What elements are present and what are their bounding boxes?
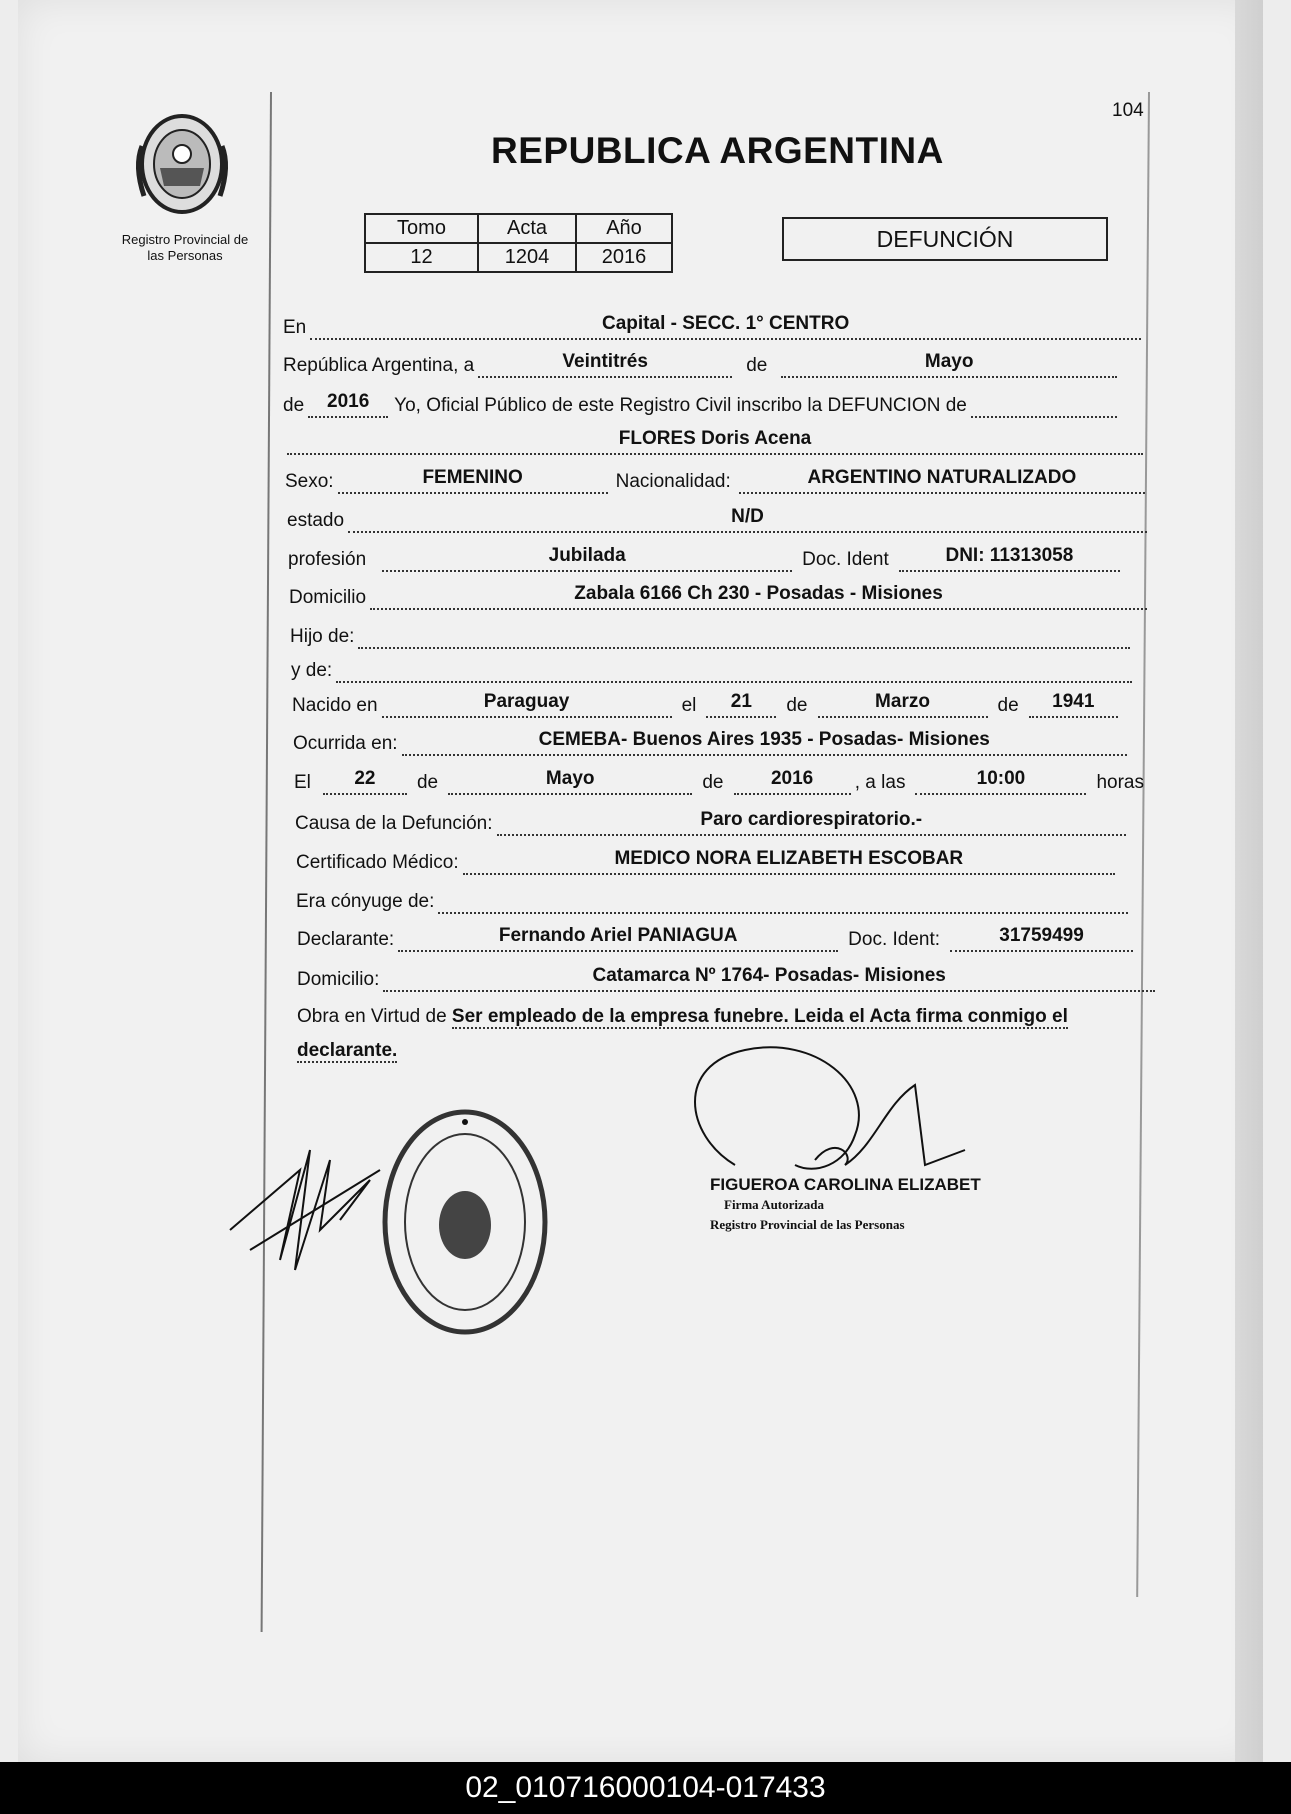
doc-ident-value: DNI: 11313058	[899, 545, 1120, 572]
nacionalidad-value: ARGENTINO NATURALIZADO	[739, 467, 1145, 494]
nacido-value: Paraguay	[382, 691, 672, 718]
row-en	[283, 312, 1145, 340]
nacionalidad-label: Nacionalidad:	[615, 471, 731, 492]
row-hijo	[290, 621, 1134, 649]
document-title: REPUBLICA ARGENTINA	[491, 130, 944, 171]
authorized-signature-icon	[675, 1025, 995, 1195]
horas-label: horas	[1096, 772, 1144, 793]
row-certificado	[296, 847, 1119, 875]
authorized-role: Firma Autorizada	[724, 1197, 825, 1212]
row-ano	[283, 390, 1121, 418]
acta-value: 1204	[478, 243, 576, 272]
conyuge-value	[438, 909, 1128, 914]
acta-header: Acta	[478, 214, 576, 243]
year-value: 2016	[308, 391, 388, 418]
row-fecha	[283, 350, 1121, 378]
row-sexo	[285, 466, 1149, 494]
row-domicilio	[289, 582, 1151, 610]
registry-line-2: las Personas	[147, 248, 223, 263]
row-name	[283, 427, 1147, 455]
footer-code: 02_010716000104-017433	[0, 1762, 1291, 1814]
birth-day-value: 21	[706, 691, 776, 718]
death-day-value: 22	[323, 768, 407, 795]
el-2-label: El	[294, 772, 311, 793]
declarante-label: Declarante:	[297, 929, 395, 950]
doc-ident-2-value: 31759499	[950, 925, 1133, 952]
registry-line-1: Registro Provincial de	[121, 232, 249, 247]
de-4-label: de	[997, 695, 1019, 716]
row-profesion	[288, 544, 1124, 572]
y-de-label: y de:	[291, 660, 333, 681]
de-1-label: de	[746, 355, 768, 376]
domicilio-2-value: Catamarca Nº 1764- Posadas- Misiones	[383, 965, 1155, 992]
row-estado	[287, 505, 1151, 533]
ocurrida-label: Ocurrida en:	[293, 733, 398, 754]
domicilio-value: Zabala 6166 Ch 230 - Posadas - Misiones	[370, 583, 1147, 610]
domicilio-label: Domicilio	[289, 587, 367, 608]
certificado-label: Certificado Médico:	[296, 852, 459, 873]
profesion-value: Jubilada	[382, 545, 792, 572]
row-declarante	[297, 924, 1137, 952]
row-ocurrida	[293, 728, 1131, 756]
authorized-name: FIGUEROA CAROLINA ELIZABET	[710, 1175, 981, 1194]
tomo-header: Tomo	[365, 214, 478, 243]
record-type-box: DEFUNCIÓN	[782, 217, 1108, 261]
obra-value: Ser empleado de la empresa funebre. Leida el Acta firma conmigo el declarante.	[297, 1006, 1068, 1061]
certificado-value: MEDICO NORA ELIZABETH ESCOBAR	[463, 848, 1115, 875]
causa-value: Paro cardiorespiratorio.-	[497, 809, 1126, 836]
ocurrida-value: CEMEBA- Buenos Aires 1935 - Posadas- Misiones	[402, 729, 1127, 756]
hijo-value	[358, 644, 1130, 649]
conyuge-label: Era cónyuge de:	[296, 891, 435, 912]
tomo-value: 12	[365, 243, 478, 272]
y-de-value	[336, 678, 1132, 683]
authorized-signatory	[710, 1175, 981, 1235]
de-3-label: de	[786, 695, 808, 716]
page-number: 104	[1112, 100, 1144, 121]
row-nacido	[292, 690, 1122, 718]
row-conyuge	[296, 886, 1132, 914]
yo-text: Yo, Oficial Público de este Registro Civil inscribo la DEFUNCION de	[394, 395, 967, 416]
yo-blank	[971, 413, 1117, 418]
row-y-de	[291, 655, 1136, 683]
nacido-label: Nacido en	[292, 695, 378, 716]
birth-year-value: 1941	[1029, 691, 1118, 718]
sexo-value: FEMENINO	[338, 467, 608, 494]
declarant-signature-icon	[220, 1110, 390, 1280]
month-value: Mayo	[781, 351, 1117, 378]
en-value: Capital - SECC. 1° CENTRO	[310, 313, 1141, 340]
row-fecha-defuncion	[294, 767, 1144, 795]
row-causa	[295, 808, 1130, 836]
official-stamp-icon	[370, 1100, 560, 1340]
ano-value: 2016	[576, 243, 672, 272]
doc-ident-label: Doc. Ident	[802, 549, 889, 570]
row-domicilio-2	[297, 964, 1159, 992]
de-2-label: de	[283, 395, 305, 416]
a-las-label: , a las	[854, 772, 906, 793]
domicilio-2-label: Domicilio:	[297, 969, 380, 990]
estado-label: estado	[287, 510, 345, 531]
en-label: En	[283, 317, 307, 338]
death-time-value: 10:00	[915, 768, 1086, 795]
el-label: el	[681, 695, 697, 716]
deceased-name-value: FLORES Doris Acena	[287, 428, 1143, 455]
de-6-label: de	[702, 772, 724, 793]
profesion-label: profesión	[288, 549, 367, 570]
republica-label: República Argentina, a	[283, 355, 475, 376]
estado-value: N/D	[348, 506, 1147, 533]
authorized-office: Registro Provincial de las Personas	[710, 1217, 905, 1232]
de-5-label: de	[416, 772, 439, 793]
ano-header: Año	[576, 214, 672, 243]
obra-label: Obra en Virtud de	[297, 1006, 447, 1027]
causa-label: Causa de la Defunción:	[295, 813, 493, 834]
declarante-value: Fernando Ariel PANIAGUA	[398, 925, 838, 952]
day-value: Veintitrés	[478, 351, 732, 378]
doc-ident-2-label: Doc. Ident:	[848, 929, 941, 950]
death-year-value: 2016	[734, 768, 851, 795]
death-month-value: Mayo	[448, 768, 692, 795]
hijo-label: Hijo de:	[290, 626, 355, 647]
birth-month-value: Marzo	[818, 691, 988, 718]
sexo-label: Sexo:	[285, 471, 334, 492]
